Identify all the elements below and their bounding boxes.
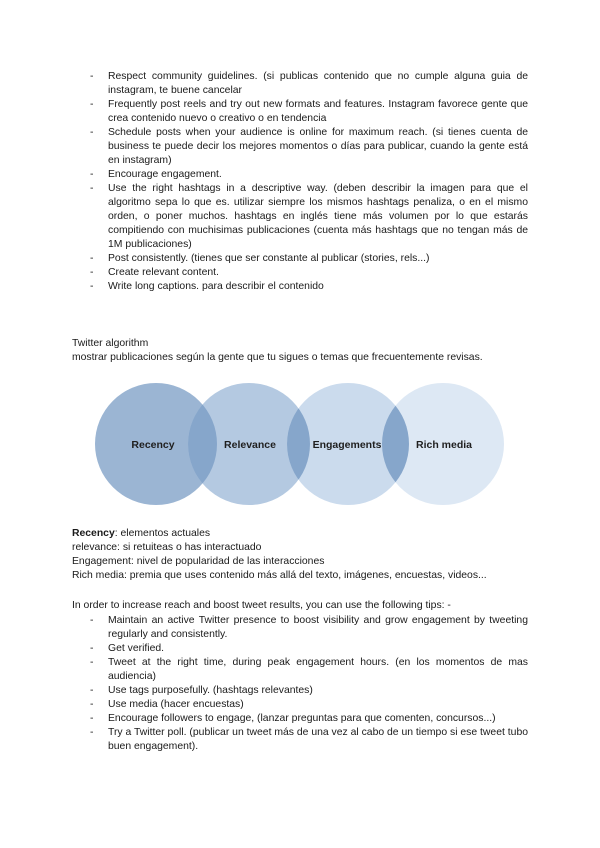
bullet: -: [90, 643, 94, 654]
list-item-text: Use media (hacer encuestas): [108, 699, 244, 710]
definition-term: Recency: [72, 528, 115, 539]
list-item-text: Tweet at the right time, during peak engagement hours. (en los momentos de mas audiencia): [108, 657, 528, 682]
list-item: [72, 726, 528, 754]
list-item: [72, 266, 528, 280]
list-item: [72, 614, 528, 642]
list-item: [72, 280, 528, 294]
definition-text: relevance: si retuiteas o has interactuado: [72, 542, 262, 553]
twitter-section-header: [72, 337, 528, 365]
list-item-text: Encourage followers to engage, (lanzar preguntas para que comenten, concursos...): [108, 713, 496, 724]
tips-intro: In order to increase reach and boost tweet results, you can use the following tips: -: [72, 600, 451, 611]
bullet: -: [90, 127, 94, 138]
twitter-subheading: mostrar publicaciones según la gente que tu sigues o temas que frecuentemente revisas.: [72, 352, 483, 363]
definition-line: [72, 555, 528, 569]
label-engagements: Engagements: [312, 439, 382, 451]
bullet: -: [90, 699, 94, 710]
list-item-text: Create relevant content.: [108, 267, 219, 278]
twitter-heading: Twitter algorithm: [72, 338, 149, 349]
bullet: -: [90, 657, 94, 668]
list-item-text: Maintain an active Twitter presence to boost visibility and grow engagement by tweeting regularly and consistently.: [108, 615, 528, 640]
bullet: -: [90, 99, 94, 110]
definitions: [72, 527, 528, 583]
definition-line: [72, 527, 528, 541]
definition-line: [72, 569, 528, 583]
bullet: -: [90, 727, 94, 738]
twitter-algorithm-diagram: [0, 376, 600, 516]
bullet: -: [90, 615, 94, 626]
bullet: -: [90, 253, 94, 264]
bullet: -: [90, 183, 94, 194]
label-rich-media: Rich media: [415, 439, 473, 451]
bullet: -: [90, 169, 94, 180]
list-item: [72, 70, 528, 98]
list-item: [72, 656, 528, 684]
list-item-text: Respect community guidelines. (si publicas contenido que no cumple alguna guia de instagram, te buene cancelar: [108, 71, 528, 96]
list-item-text: Frequently post reels and try out new formats and features. Instagram favorece gente que crea contenido nuevo o creativo o en tendencia: [108, 99, 528, 124]
bullet: -: [90, 267, 94, 278]
list-item: [72, 712, 528, 726]
definition-text: Engagement: nivel de popularidad de las interacciones: [72, 556, 325, 567]
label-recency: Recency: [131, 439, 175, 451]
list-item: [72, 698, 528, 712]
definition-text: Rich media: premia que uses contenido más allá del texto, imágenes, encuestas, videos...: [72, 570, 487, 581]
bullet: -: [90, 71, 94, 82]
label-relevance: Relevance: [224, 439, 276, 451]
list-item-text: Encourage engagement.: [108, 169, 222, 180]
definition-text: : elementos actuales: [114, 528, 211, 539]
list-item: [72, 642, 528, 656]
list-item: [72, 252, 528, 266]
instagram-tips-list: [72, 70, 528, 294]
list-item: [72, 168, 528, 182]
twitter-tips-list: [72, 614, 528, 754]
bullet: -: [90, 685, 94, 696]
bullet: -: [90, 281, 94, 292]
list-item-text: Use the right hashtags in a descriptive way. (deben describir la imagen para que el algoritmo sepa lo que es. utilizar siempre los mismos hashtags penaliza, o en el mismo orden, o poner muchos. hashtags en inglés tiene más volumen por lo que estarás compitiendo con muchisimas publicaciones (cuenta más hashtags que no tengan más de 1M publicaciones): [108, 183, 528, 250]
list-item-text: Post consistently. (tienes que ser constante al publicar (stories, rels...): [108, 253, 430, 264]
list-item: [72, 126, 528, 168]
list-item-text: Schedule posts when your audience is online for maximum reach. (si tienes cuenta de business te puede decir los mejores momentos o días para publicar, cuando la gente está en instagram): [108, 127, 528, 166]
definition-line: [72, 541, 528, 555]
list-item-text: Try a Twitter poll. (publicar un tweet más de una vez al cabo de un tiempo si ese tweet tubo buen engagement).: [108, 727, 528, 752]
list-item-text: Write long captions. para describir el contenido: [108, 281, 324, 292]
list-item: [72, 98, 528, 126]
list-item-text: Use tags purposefully. (hashtags relevantes): [108, 685, 313, 696]
list-item-text: Get verified.: [108, 643, 165, 654]
list-item: [72, 684, 528, 698]
bullet: -: [90, 713, 94, 724]
list-item: [72, 182, 528, 252]
